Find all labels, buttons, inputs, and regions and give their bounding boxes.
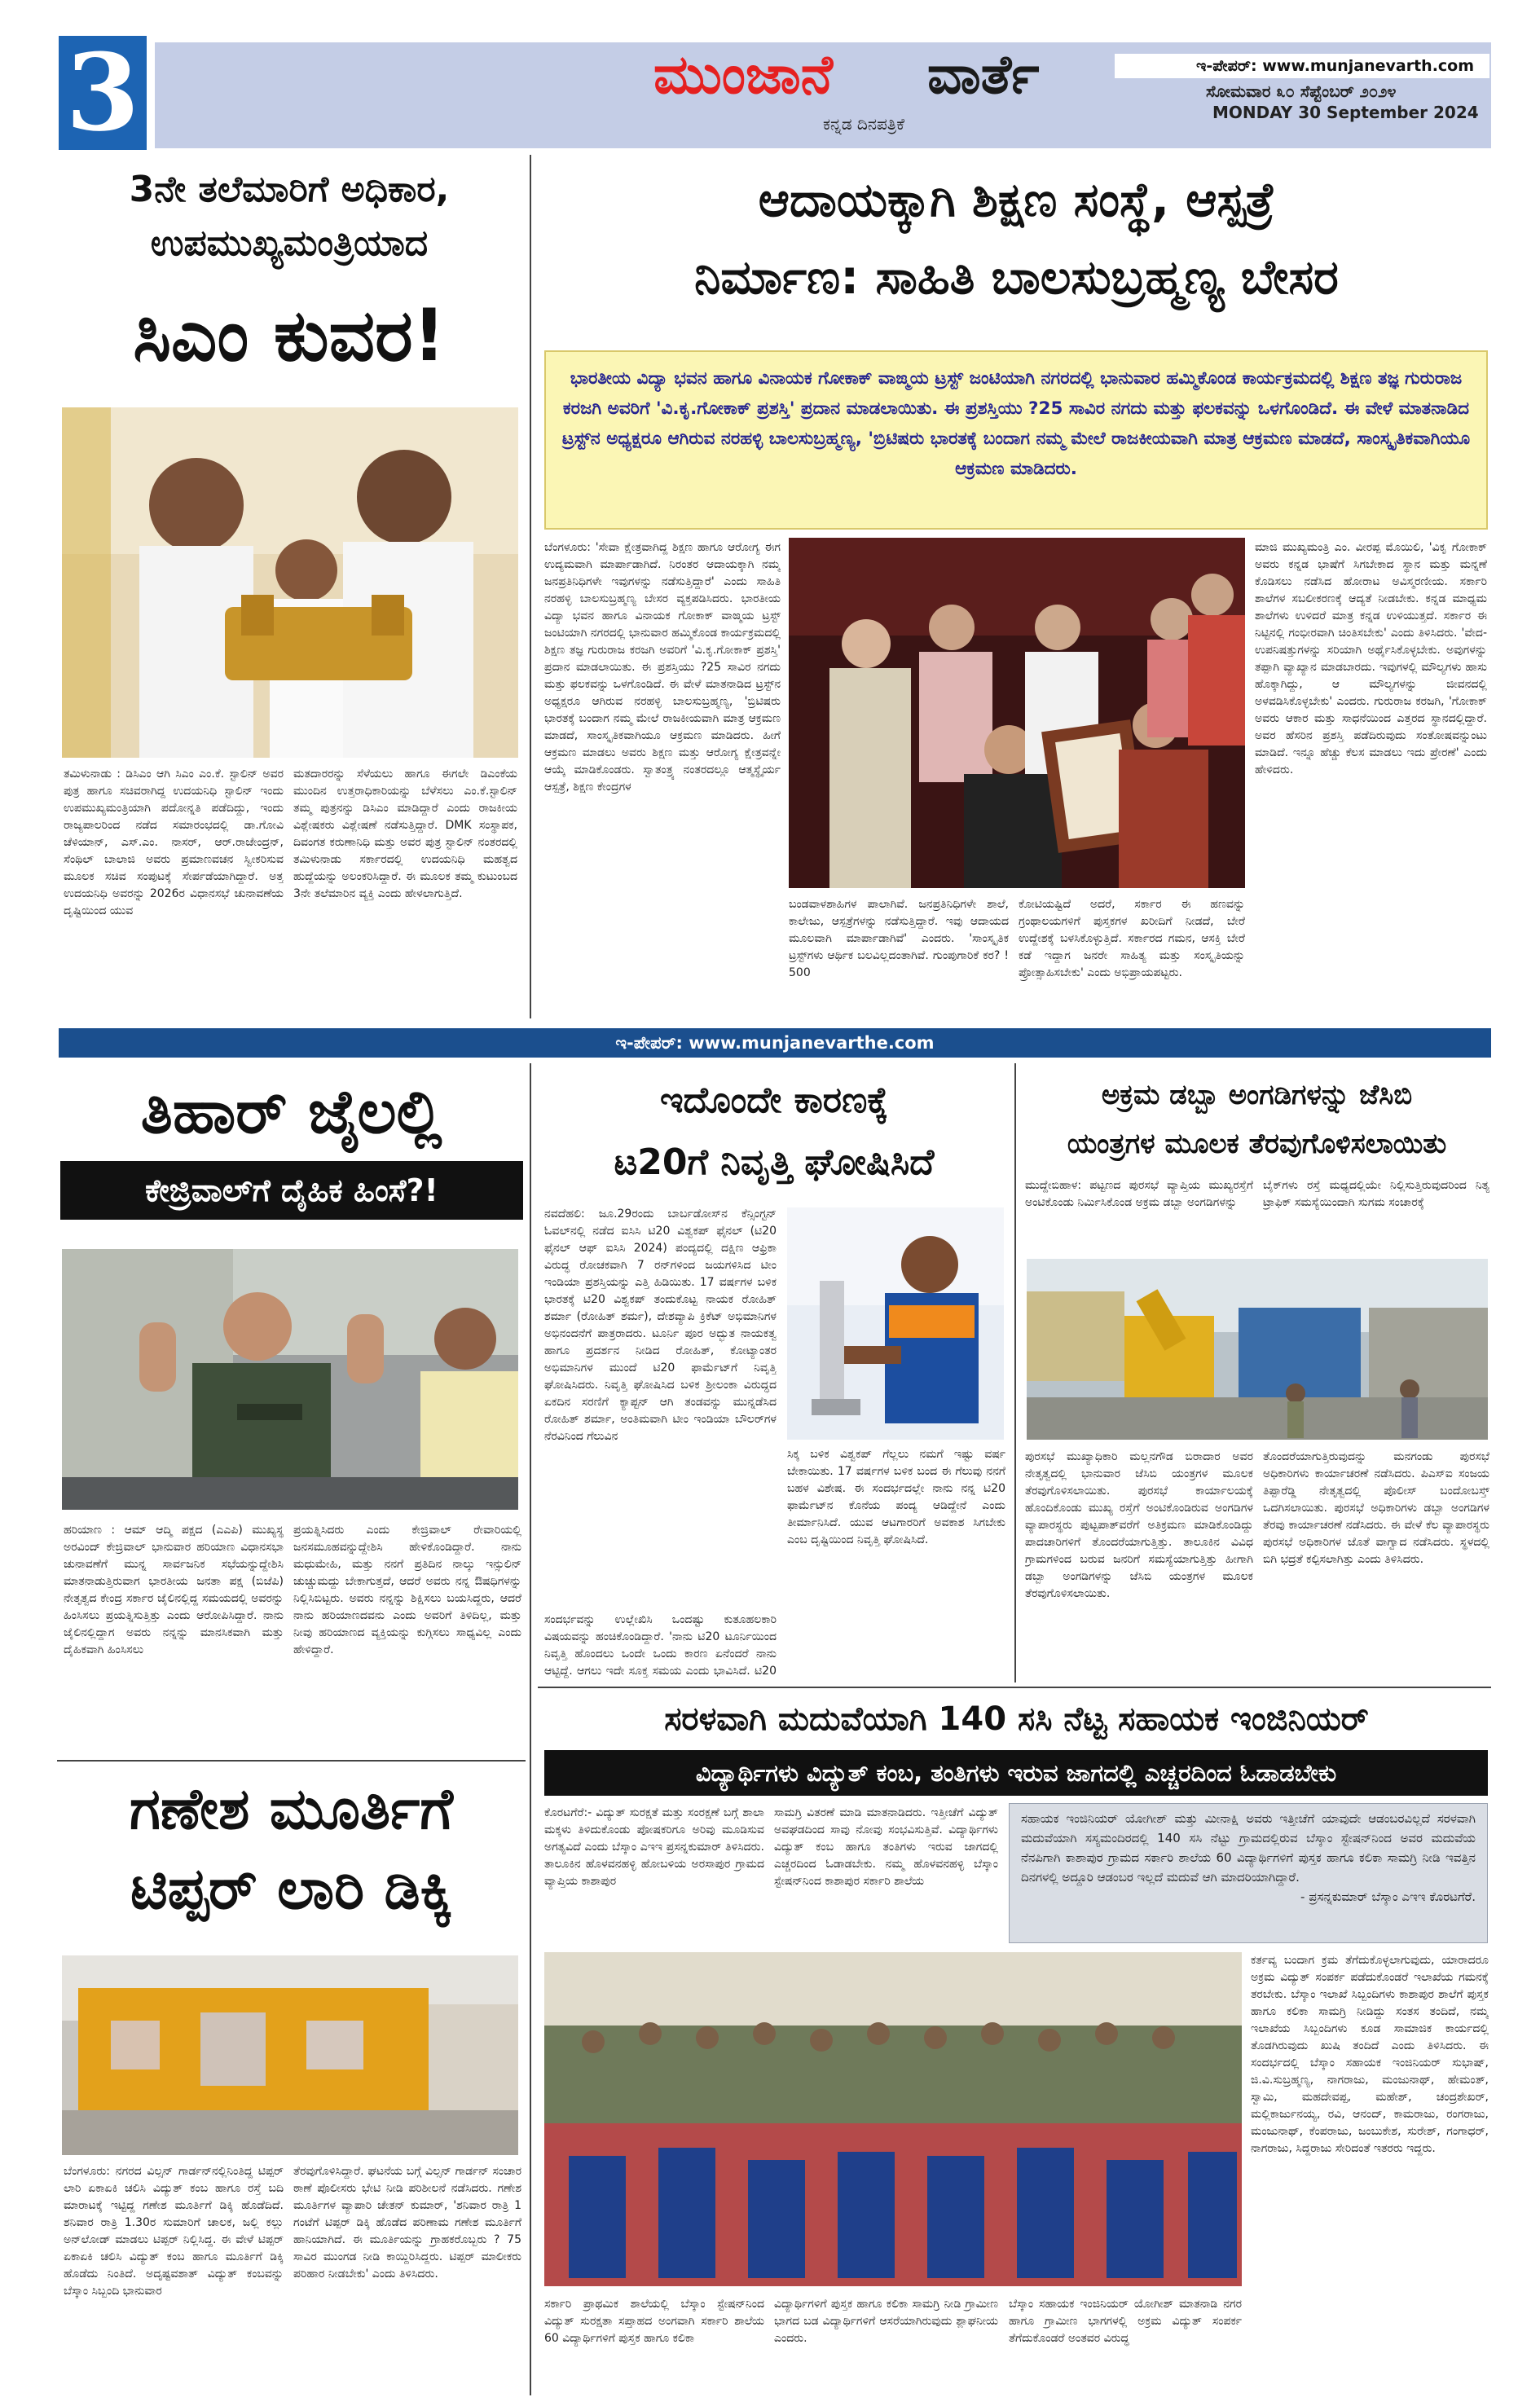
- udhay-headline-main: ಸಿಎಂ ಕುವರ!: [133, 293, 446, 377]
- shiksha-body-under-photo-a: ಬಂಡವಾಳಶಾಹಿಗಳ ಪಾಲಾಗಿವೆ. ಜನಪ್ರತಿನಿಧಿಗಳೇ ಶಾಲೆ, ಕಾಲೇಜು, ಆಸ್ಪತ್ರೆಗಳನ್ನು ನಡೆಸುತ್ತಿದ್ದಾರೆ. ಇವು ಆದಾಯದ ಮೂಲವಾಗಿ ಮಾರ್ಪಾಡಾಗಿವೆ' ಎಂದರು. 'ಸಾಂಸ್ಕೃತಿಕ ಟ್ರಸ್ಟ್‌ಗಳು ಆರ್ಥಿಕ ಬಲವಿಲ್ಲದಂತಾಗಿವೆ. ಗುಂಪುಗಾರಿಕೆ ಕರ? ! 500: [789, 898, 1009, 979]
- udhay-stalin-photo: [62, 407, 518, 758]
- shiksha-headline-line2: ನಿರ್ಮಾಣ: ಸಾಹಿತಿ ಬಾಲಸುಬ್ರಹ್ಮಣ್ಯ ಬೇಸರ: [694, 249, 1339, 305]
- rohit-body-col1: ಸಂದರ್ಭವನ್ನು ಉಲ್ಲೇಖಿಸಿ ಒಂದಷ್ಟು ಕುತೂಹಲಕಾರಿ ವಿಷಯವನ್ನು ಹಂಚಿಕೊಂಡಿದ್ದಾರೆ. 'ನಾನು ಟಿ20 ಟೂರ್ನಿಯಿಂದ ನಿವೃತ್ತಿ ಹೊಂದಲು ಒಂದೇ ಒಂದು ಕಾರಣ ಏನೆಂದರೆ ನಾನು ಆಟ್ಟಿದ್ದೆ. ಆಗಲು ಇದೇ ಸೂಕ್ತ ಸಮಯ ಎಂದು ಭಾವಿಸಿದೆ. ಟಿ20: [544, 1613, 777, 1678]
- ganesha-body-col1: ಬೆಂಗಳೂರು: ನಗರದ ವಿಲ್ಸನ್ ಗಾರ್ಡನ್‌ನಲ್ಲಿನಿಂತಿದ್ದ ಟಿಪ್ಪರ್ ಲಾರಿ ಏಕಾಏಕಿ ಚಲಿಸಿ ವಿದ್ಯುತ್ ಕಂಬ ಹಾಗೂ ರಸ್ತೆ ಬದಿ ಮಾರಾಟಕ್ಕೆ ಇಟ್ಟಿದ್ದ ಗಣೇಶ ಮೂರ್ತಿಗೆ ಡಿಕ್ಕಿ ಹೊಡೆದಿದೆ. ಶನಿವಾರ ರಾತ್ರಿ 1.30ರ ಸುಮಾರಿಗೆ ಚಾಲಕ, ಜಲ್ಲಿ ಕಲ್ಲು ಅನ್‌ಲೋಡ್ ಮಾಡಲು ಟಿಪ್ಪರ್ ನಿಲ್ಲಿಸಿದ್ದ. ಈ ವೇಳೆ ಟಿಪ್ಪರ್ ಏಕಾಏಕಿ ಚಲಿಸಿ ವಿದ್ಯುತ್ ಕಂಬ ಹಾಗೂ ಮೂರ್ತಿಗೆ ಡಿಕ್ಕಿ ಹೊಡೆದು ನಿಂತಿದೆ. ಅದೃಷ್ಟವಶಾತ್ ವಿದ್ಯುತ್ ಕಂಬವನ್ನು ಬೆಸ್ಕಾಂ ಸಿಬ್ಬಂದಿ ಭಾನುವಾರ: [64, 2165, 284, 2298]
- ganesha-headline-line1: ಗಣೇಶ ಮೂರ್ತಿಗೆ: [130, 1775, 453, 1842]
- date-english: MONDAY 30 September 2024: [1212, 103, 1479, 122]
- engineer-body-bottom-col2: ವಿದ್ಯಾರ್ಥಿಗಳಿಗೆ ಪುಸ್ತಕ ಹಾಗೂ ಕಲಿಕಾ ಸಾಮಗ್ರಿ ನೀಡಿ ಗ್ರಾಮೀಣ ಭಾಗದ ಬಡ ವಿದ್ಯಾರ್ಥಿಗಳಿಗೆ ಆಸರೆಯಾಗಿರುವುದು ಶ್ಲಾಘನೀಯ ಎಂದರು.: [774, 2298, 998, 2345]
- demolition-body-bottom-col2: ತೊಂದರೆಯಾಗುತ್ತಿರುವುದನ್ನು ಮನಗಂಡು ಪುರಸಭೆ ಅಧಿಕಾರಿಗಳು ಕಾರ್ಯಾಚರಣೆ ನಡೆಸಿದರು. ಪಿಎಸ್‌ಐ ಸಂಜಯ ತಿಪ್ಪಾರೆಡ್ಡಿ ನೇತೃತ್ವದಲ್ಲಿ ಪೊಲೀಸ್ ಬಂದೋಬಸ್ತ್ ಒದಗಿಸಲಾಯಿತು. ಪುರಸಭೆ ಅಧಿಕಾರಿಗಳು ಡಬ್ಬಾ ಅಂಗಡಿಗಳ ತೆರವು ಕಾರ್ಯಾಚರಣೆ ನಡೆಸಿದರು. ಈ ವೇಳೆ ಕೆಲ ವ್ಯಾಪಾರಸ್ಥರು ಪುರಸಭೆ ಅಧಿಕಾರಿಗಳ ಜೊತೆ ವಾಗ್ವಾದ ನಡೆಸಿದರು. ಸ್ಥಳದಲ್ಲಿ ಬಿಗಿ ಭದ್ರತೆ ಕಲ್ಪಿಸಲಾಗಿತ್ತು ಎಂದು ತಿಳಿಸಿದರು.: [1263, 1450, 1489, 1566]
- column-divider: [530, 1063, 531, 2395]
- kejriwal-body-col2: ಪ್ರಯತ್ನಿಸಿದರು ಎಂದು ಕೇಜ್ರಿವಾಲ್ ರೇವಾರಿಯಲ್ಲಿ ಜನಸಮೂಹವನ್ನುದ್ದೇಶಿಸಿ ಹೇಳಿಕೊಂಡಿದ್ದಾರೆ. ನಾನು ಮಧುಮೇಹಿ, ಮತ್ತು ನನಗೆ ಪ್ರತಿದಿನ ನಾಲ್ಕು ಇನ್ಸುಲಿನ್ ಚುಚ್ಚುಮದ್ದು ಬೇಕಾಗುತ್ತದೆ, ಆದರೆ ಅವರು ನನ್ನ ಔಷಧಿಗಳನ್ನು ನಿಲ್ಲಿಸಿಬಿಟ್ಟರು. ಅವರು ನನ್ನನ್ನು ಶಿಕ್ಷಿಸಲು ಬಯಸಿದ್ದರು, ಆದರೆ ನಾನು ಹರಿಯಾಣದವನು ಎಂದು ಅವರಿಗೆ ತಿಳಿದಿಲ್ಲ, ಮತ್ತು ನೀವು ಹರಿಯಾಣದ ವ್ಯಕ್ತಿಯನ್ನು ಕುಗ್ಗಿಸಲು ಸಾಧ್ಯವಿಲ್ಲ ಎಂದು ಹೇಳಿದ್ದಾರೆ.: [293, 1524, 521, 1656]
- kejriwal-body-col1: ಹರಿಯಾಣ : ಆಮ್ ಆದ್ಮಿ ಪಕ್ಷದ (ಎಎಪಿ) ಮುಖ್ಯಸ್ಥ ಅರವಿಂದ್ ಕೇಜ್ರಿವಾಲ್ ಭಾನುವಾರ ಹರಿಯಾಣ ವಿಧಾನಸಭಾ ಚುನಾವಣೆಗೆ ಮುನ್ನ ಸಾರ್ವಜನಿಕ ಸಭೆಯನ್ನುದ್ದೇಶಿಸಿ ಮಾತನಾಡುತ್ತಿರುವಾಗ ಭಾರತೀಯ ಜನತಾ ಪಕ್ಷ (ಬಿಜೆಪಿ) ನೇತೃತ್ವದ ಕೇಂದ್ರ ಸರ್ಕಾರ ಜೈಲಿನಲ್ಲಿದ್ದ ಸಮಯದಲ್ಲಿ ಅವರನ್ನು ಹಿಂಸಿಸಲು ಪ್ರಯತ್ನಿಸುತ್ತಿತ್ತು ಎಂದು ಆರೋಪಿಸಿದ್ದಾರೆ. ನಾನು ಜೈಲಿನಲ್ಲಿದ್ದಾಗ ಅವರು ನನ್ನನ್ನು ಮಾನಸಿಕವಾಗಿ ಮತ್ತು ದೈಹಿಕವಾಗಿ ಹಿಂಸಿಸಲು: [64, 1524, 284, 1656]
- udhay-headline-line1: 3ನೇ ತಲೆಮಾರಿಗೆ ಅಧಿಕಾರ,: [129, 169, 450, 210]
- newspaper-logo-part1: ಮುಂಜಾನೆ: [653, 43, 833, 106]
- engineer-body-bottom-col3: ಬೆಸ್ಕಾಂ ಸಹಾಯಕ ಇಂಜಿನಿಯರ್ ಯೋಗೀಶ್ ಮಾತನಾಡಿ ನಗರ ಹಾಗೂ ಗ್ರಾಮೀಣ ಭಾಗಗಳಲ್ಲಿ ಅಕ್ರಮ ವಿದ್ಯುತ್ ಸಂಪರ್ಕ ತೆಗೆದುಕೊಂಡರೆ ಅಂತವರ ವಿರುದ್ಧ: [1009, 2298, 1242, 2345]
- newspaper-logo-part2: ವಾರ್ತೆ: [927, 43, 1040, 106]
- rohit-headline-line2: ಟ20ಗೆ ನಿವೃತ್ತಿ ಘೋಷಿಸಿದೆ: [614, 1141, 935, 1183]
- rohit-body-col2: ಸಿಕ್ಕ ಬಳಿಕ ವಿಶ್ವಕಪ್ ಗೆಲ್ಲಲು ನಮಗೆ ಇಷ್ಟು ವರ್ಷ ಬೇಕಾಯಿತು. 17 ವರ್ಷಗಳ ಬಳಿಕ ಬಂದ ಈ ಗೆಲುವು ನನಗೆ ಬಹಳ ವಿಶೇಷ. ಈ ಸಂದರ್ಭದಲ್ಲೇ ನಾನು ನನ್ನ ಟಿ20 ಫಾರ್ಮೆಟ್‌ನ ಕೊನೆಯ ಪಂದ್ಯ ಆಡಿದ್ದೇನೆ ಎಂದು ತೀರ್ಮಾನಿಸಿದೆ. ಯುವ ಆಟಗಾರರಿಗೆ ಅವಕಾಶ ಸಿಗಬೇಕು ಎಂಬ ದೃಷ್ಟಿಯಿಂದ ನಿವೃತ್ತಿ ಘೋಷಿಸಿದೆ.: [787, 1448, 1005, 1546]
- rohit-headline-line1: ಇದೊಂದೇ ಕಾರಣಕ್ಕೆ: [659, 1080, 889, 1121]
- shiksha-highlight-box: ಭಾರತೀಯ ವಿದ್ಯಾ ಭವನ ಹಾಗೂ ವಿನಾಯಕ ಗೋಕಾಕ್ ವಾಙ್ಮಯ ಟ್ರಸ್ಟ್ ಜಂಟಿಯಾಗಿ ನಗರದಲ್ಲಿ ಭಾನುವಾರ ಹಮ್ಮಿಕೊಂಡ ಕಾರ್ಯಕ್ರಮದಲ್ಲಿ ಶಿಕ್ಷಣ ತಜ್ಞ ಗುರುರಾಜ ಕರಜಗಿ ಅವರಿಗೆ 'ವಿ.ಕೃ.ಗೋಕಾಕ್ ಪ್ರಶಸ್ತಿ' ಪ್ರದಾನ ಮಾಡಲಾಯಿತು. ಈ ಪ್ರಶಸ್ತಿಯು ?25 ಸಾವಿರ ನಗದು ಮತ್ತು ಫಲಕವನ್ನು ಒಳಗೊಂಡಿದೆ. ಈ ವೇಳೆ ಮಾತನಾಡಿದ ಟ್ರಸ್ಟ್‌ನ ಅಧ್ಯಕ್ಷರೂ ಆಗಿರುವ ನರಹಳ್ಳಿ ಬಾಲಸುಬ್ರಹ್ಮಣ್ಯ, 'ಬ್ರಿಟಿಷರು ಭಾರತಕ್ಕೆ ಬಂದಾಗ ನಮ್ಮ ಮೇಲೆ ರಾಜಕೀಯವಾಗಿ ಮಾತ್ರ ಆಕ್ರಮಣ ಮಾಡದೆ, ಸಾಂಸ್ಕೃತಿಕವಾಗಿಯೂ ಆಕ್ರಮಣ ಮಾಡಿದರು.: [544, 350, 1488, 530]
- demolition-body-col2: ಬೈಕ್‌ಗಳು ರಸ್ತೆ ಮಧ್ಯದಲ್ಲಿಯೇ ನಿಲ್ಲಿಸುತ್ತಿರುವುದರಿಂದ ನಿತ್ಯ ಟ್ರಾಫಿಕ್ ಸಮಸ್ಯೆಯಿಂದಾಗಿ ಸುಗಮ ಸಂಚಾರಕ್ಕೆ: [1263, 1179, 1489, 1209]
- date-kannada: ಸೋಮವಾರ ೩೦ ಸೆಪ್ಟೆಂಬರ್ ೨೦೨೪: [1206, 81, 1397, 101]
- engineer-body-right: ಕರ್ತವ್ಯ ಬಂದಾಗ ಕ್ರಮ ತೆಗೆದುಕೊಳ್ಳಲಾಗುವುದು, ಯಾರಾದರೂ ಅಕ್ರಮ ವಿದ್ಯುತ್ ಸಂಪರ್ಕ ಪಡೆದುಕೊಂಡರೆ ಇಲಾಖೆಯ ಗಮನಕ್ಕೆ ತರಬೇಕು. ಬೆಸ್ಕಾಂ ಇಲಾಖೆ ಸಿಬ್ಬಂದಿಗಳು ಕಾಶಾಪುರ ಶಾಲೆಗೆ ಪುಸ್ತಕ ಹಾಗೂ ಕಲಿಕಾ ಸಾಮಗ್ರಿ ನೀಡಿದ್ದು ಸಂತಸ ತಂದಿದೆ, ನಮ್ಮ ಇಲಾಖೆಯ ಸಿಬ್ಬಂದಿಗಳು ಕೂಡ ಸಾಮಾಜಿಕ ಕಾರ್ಯದಲ್ಲಿ ತೊಡಗಿರುವುದು ಖುಷಿ ತಂದಿದೆ ಎಂದು ತಿಳಿಸಿದರು. ಈ ಸಂದರ್ಭದಲ್ಲಿ ಬೆಸ್ಕಾಂ ಸಹಾಯಕ ಇಂಜಿನಿಯರ್ ಸುಭಾಷ್, ಜಿ.ವಿ.ಸುಬ್ರಹ್ಮಣ್ಯ, ನಾಗರಾಜು, ಮಂಜುನಾಥ್, ಹೇಮಂತ್, ಸ್ವಾಮಿ, ಮಹದೇವಪ್ಪ, ಮಹೇಶ್, ಚಂದ್ರಶೇಖರ್, ಮಲ್ಲಿಕಾರ್ಜುನಯ್ಯ, ರವಿ, ಆನಂದ್, ಕಾಮರಾಜು, ರಂಗರಾಜು, ಮಂಜುನಾಥ್, ಕೆಂಪರಾಜು, ಜಂಬುಕೇಶ, ಸುರೇಶ್, ಗಂಗಾಧರ್, ನಾಗರಾಜು, ಸಿದ್ದರಾಜು ಸೇರಿದಂತೆ ಇತರರು ಇದ್ದರು.: [1251, 1954, 1489, 2155]
- shiksha-headline-line1: ಆದಾಯಕ್ಕಾಗಿ ಶಿಕ್ಷಣ ಸಂಸ್ಥೆ, ಆಸ್ಪತ್ರೆ: [758, 172, 1275, 227]
- engineer-summary-credit: - ಪ್ರಸನ್ನಕುಮಾರ್ ಬೆಸ್ಕಾಂ ಎಇಇ ಕೊರಟಗೆರೆ.: [1300, 1889, 1476, 1904]
- kejriwal-headline: ತಿಹಾರ್ ಜೈಲಲ್ಲಿ: [140, 1077, 442, 1147]
- page-number: 3: [59, 36, 147, 150]
- shiksha-body-col1: ಬೆಂಗಳೂರು: 'ಸೇವಾ ಕ್ಷೇತ್ರವಾಗಿದ್ದ ಶಿಕ್ಷಣ ಹಾಗೂ ಆರೋಗ್ಯ ಈಗ ಉದ್ಯಮವಾಗಿ ಮಾರ್ಪಾಡಾಗಿದೆ. ನಿರಂತರ ಆದಾಯಕ್ಕಾಗಿ ನಮ್ಮ ಜನಪ್ರತಿನಿಧಿಗಳೇ ಇವುಗಳನ್ನು ನಡೆಸುತ್ತಿದ್ದಾರೆ' ಎಂದು ಸಾಹಿತಿ ನರಹಳ್ಳಿ ಬಾಲಸುಬ್ರಹ್ಮಣ್ಯ ಬೇಸರ ವ್ಯಕ್ತಪಡಿಸಿದರು. ಭಾರತೀಯ ವಿದ್ಯಾ ಭವನ ಹಾಗೂ ವಿನಾಯಕ ಗೋಕಾಕ್ ವಾಙ್ಮಯ ಟ್ರಸ್ಟ್ ಜಂಟಿಯಾಗಿ ನಗರದಲ್ಲಿ ಭಾನುವಾರ ಹಮ್ಮಿಕೊಂಡ ಕಾರ್ಯಕ್ರಮದಲ್ಲಿ ಶಿಕ್ಷಣ ತಜ್ಞ ಗುರುರಾಜ ಕರಜಗಿ ಅವರಿಗೆ 'ವಿ.ಕೃ.ಗೋಕಾಕ್ ಪ್ರಶಸ್ತಿ' ಪ್ರದಾನ ಮಾಡಲಾಯಿತು. ಈ ಪ್ರಶಸ್ತಿಯು ?25 ಸಾವಿರ ನಗದು ಮತ್ತು ಫಲಕವನ್ನು ಒಳಗೊಂಡಿದೆ. ಈ ವೇಳೆ ಮಾತನಾಡಿದ ಟ್ರಸ್ಟ್‌ನ ಅಧ್ಯಕ್ಷರೂ ಆಗಿರುವ ನರಹಳ್ಳಿ ಬಾಲಸುಬ್ರಹ್ಮಣ್ಯ, 'ಬ್ರಿಟಿಷರು ಭಾರತಕ್ಕೆ ಬಂದಾಗ ನಮ್ಮ ಮೇಲೆ ರಾಜಕೀಯವಾಗಿ ಮಾತ್ರ ಆಕ್ರಮಣ ಮಾಡದೆ, ಸಾಂಸ್ಕೃತಿಕವಾಗಿಯೂ ಆಕ್ರಮಣ ಮಾಡಿದರು. ಹೀಗೆ ಆಕ್ರಮಣ ಮಾಡಲು ಅವರು ಶಿಕ್ಷಣ ಮತ್ತು ಆರೋಗ್ಯ ಕ್ಷೇತ್ರವನ್ನೇ ಆಯ್ಕೆ ಮಾಡಿಕೊಂಡರು. ಸ್ವಾತಂತ್ರ್ಯ ನಂತರದಲ್ಲೂ ಆತ್ಮಸ್ಥೈರ್ಯ ಆಸ್ಪತ್ರೆ, ಶಿಕ್ಷಣ ಕೇಂದ್ರಗಳ: [544, 541, 781, 794]
- kejriwal-subheadline: ಕೇಜ್ರಿವಾಲ್‌ಗೆ ದೈಹಿಕ ಹಿಂಸೆ?!: [60, 1161, 523, 1220]
- engineer-summary-box: [1009, 1803, 1488, 1943]
- row-divider: [538, 1687, 1491, 1688]
- column-divider: [530, 155, 531, 1018]
- epaper-link[interactable]: ಇ-ಪೇಪರ್: www.munjanevarth.com: [1115, 54, 1489, 78]
- rohit-body-top: ನವದೆಹಲಿ: ಜೂ.29ರಂದು ಬಾರ್ಬಡೋಸ್‌ನ ಕೆನ್ಸಿಂಗ್ಟನ್ ಓವಲ್‌ನಲ್ಲಿ ನಡೆದ ಐಸಿಸಿ ಟಿ20 ವಿಶ್ವಕಪ್ ಫೈನಲ್ (ಟಿ20 ಫೈನಲ್ ಆಫ್ ಐಸಿಸಿ 2024) ಪಂದ್ಯದಲ್ಲಿ ದಕ್ಷಿಣ ಆಫ್ರಿಕಾ ವಿರುದ್ಧ ರೋಚಕವಾಗಿ 7 ರನ್‌ಗಳಿಂದ ಜಯಗಳಿಸಿದ ಟೀಂ ಇಂಡಿಯಾ ಪ್ರಶಸ್ತಿಯನ್ನು ಎತ್ತಿ ಹಿಡಿಯಿತು. 17 ವರ್ಷಗಳ ಬಳಿಕ ಭಾರತಕ್ಕೆ ಟಿ20 ವಿಶ್ವಕಪ್ ತಂದುಕೊಟ್ಟ ನಾಯಕ ರೋಹಿತ್ ಶರ್ಮಾ (ರೋಹಿತ್ ಶರ್ಮ), ದೇಶವ್ಯಾಪಿ ಕ್ರಿಕೆಟ್ ಅಭಿಮಾನಿಗಳ ಅಭಿನಂದನೆಗೆ ಪಾತ್ರರಾದರು. ಟೂರ್ನಿ ಪೂರ ಅದ್ಭುತ ನಾಯಕತ್ವ ಹಾಗೂ ಪ್ರದರ್ಶನ ನೀಡಿದ ರೋಹಿತ್, ಕೋಟ್ಯಾಂತರ ಅಭಿಮಾನಿಗಳ ಮುಂದೆ ಟಿ20 ಫಾರ್ಮೆಟ್‌ಗೆ ನಿವೃತ್ತಿ ಘೋಷಿಸಿದರು. ನಿವೃತ್ತಿ ಘೋಷಿಸಿದ ಬಳಿಕ ಶ್ರೀಲಂಕಾ ವಿರುದ್ಧದ ಏಕದಿನ ಸರಣಿಗೆ ಕ್ಯಾಪ್ಟನ್ ಆಗಿ ತಂಡವನ್ನು ಮುನ್ನಡೆಸಿದ ರೋಹಿತ್ ಶರ್ಮಾ, ಅಂತಿಮವಾಗಿ ಟೀಂ ಇಂಡಿಯಾ ಬೌಲರ್‌ಗಳ ನೆರವಿನಿಂದ ಗೆಲುವಿನ: [544, 1207, 777, 1443]
- award-ceremony-photo: [789, 538, 1245, 888]
- epaper-band[interactable]: ಇ-ಪೇಪರ್: www.munjanevarthe.com: [59, 1028, 1491, 1058]
- ganesha-body-col2: ತೆರವುಗೊಳಿಸಿದ್ದಾರೆ. ಘಟನೆಯ ಬಗ್ಗೆ ವಿಲ್ಸನ್ ಗಾರ್ಡನ್ ಸಂಚಾರ ಠಾಣೆ ಪೊಲೀಸರು ಭೇಟಿ ನೀಡಿ ಪರಿಶೀಲನೆ ನಡೆಸಿದರು. ಗಣೇಶ ಮೂರ್ತಿಗಳ ವ್ಯಾಪಾರಿ ಚೇತನ್ ಕುಮಾರ್, 'ಶನಿವಾರ ರಾತ್ರಿ 1 ಗಂಟೆಗೆ ಟಿಪ್ಪರ್ ಡಿಕ್ಕಿ ಹೊಡೆದ ಪರಿಣಾಮ ಗಣೇಶ ಮೂರ್ತಿಗೆ ಹಾನಿಯಾಗಿದೆ. ಈ ಮೂರ್ತಿಯನ್ನು ಗ್ರಾಹಕರೊಬ್ಬರು ? 75 ಸಾವಿರ ಮುಂಗಡ ನೀಡಿ ಕಾಯ್ದಿರಿಸಿದ್ದರು. ಟಿಪ್ಪರ್ ಮಾಲೀಕರು ಪರಿಹಾರ ನೀಡಬೇಕು' ಎಂದು ತಿಳಿಸಿದರು.: [293, 2165, 521, 2281]
- engineer-body-col1: ಕೊರಟಗೆರೆ:- ವಿದ್ಯುತ್ ಸುರಕ್ಷತೆ ಮತ್ತು ಸಂರಕ್ಷಣೆ ಬಗ್ಗೆ ಶಾಲಾ ಮಕ್ಕಳು ತಿಳಿದುಕೊಂಡು ಪೋಷಕರಿಗೂ ಅರಿವು ಮೂಡಿಸುವ ಅಗತ್ಯವಿದೆ ಎಂದು ಬೆಸ್ಕಾಂ ಎಇಇ ಪ್ರಸನ್ನಕುಮಾರ್ ತಿಳಿಸಿದರು. ತಾಲೂಕಿನ ಹೊಳವನಹಳ್ಳಿ ಹೋಬಳಿಯ ಅರಸಾಪುರ ಗ್ರಾಮದ ವ್ಯಾಪ್ತಿಯ ಕಾಶಾಪುರ: [544, 1806, 764, 1888]
- engineer-headline: ಸರಳವಾಗಿ ಮದುವೆಯಾಗಿ 140 ಸಸಿ ನೆಟ್ಟ ಸಹಾಯಕ ಇಂಜಿನಿಯರ್: [664, 1700, 1369, 1738]
- engineer-body-bottom-col1: ಸರ್ಕಾರಿ ಪ್ರಾಥಮಿಕ ಶಾಲೆಯಲ್ಲಿ ಬೆಸ್ಕಾಂ ಸ್ಟೇಷನ್‌ನಿಂದ ವಿದ್ಯುತ್ ಸುರಕ್ಷತಾ ಸಪ್ತಾಹದ ಅಂಗವಾಗಿ ಸರ್ಕಾರಿ ಶಾಲೆಯ 60 ವಿದ್ಯಾರ್ಥಿಗಳಿಗೆ ಪುಸ್ತಕ ಹಾಗೂ ಕಲಿಕಾ: [544, 2298, 764, 2345]
- jcb-demolition-photo: [1027, 1259, 1488, 1440]
- tipper-lorry-photo: [62, 1955, 518, 2155]
- engineer-subheadline: ವಿದ್ಯಾರ್ಥಿಗಳು ವಿದ್ಯುತ್ ಕಂಬ, ತಂತಿಗಳು ಇರುವ ಜಾಗದಲ್ಲಿ ಎಚ್ಚರದಿಂದ ಓಡಾಡಬೇಕು: [544, 1750, 1488, 1796]
- shiksha-body-col-right: ಮಾಜಿ ಮುಖ್ಯಮಂತ್ರಿ ಎಂ. ವೀರಪ್ಪ ಮೊಯಿಲಿ, 'ವಿಕೃ ಗೋಕಾಕ್ ಅವರು ಕನ್ನಡ ಭಾಷೆಗೆ ಸಿಗಬೇಕಾದ ಸ್ಥಾನ ಮತ್ತು ಮನ್ನಣೆ ಕೊಡಿಸಲು ನಡೆಸಿದ ಹೋರಾಟ ಅವಿಸ್ಮರಣೀಯ. ಸರ್ಕಾರಿ ಶಾಲೆಗಳ ಸಬಲೀಕರಣಕ್ಕೆ ಆದ್ಯತೆ ನೀಡಬೇಕು. ಕನ್ನಡ ಮಾಧ್ಯಮ ಶಾಲೆಗಳು ಉಳಿದರೆ ಮಾತ್ರ ಕನ್ನಡ ಉಳಿಯುತ್ತದೆ. ಸರ್ಕಾರ ಈ ನಿಟ್ಟಿನಲ್ಲಿ ಗಂಭೀರವಾಗಿ ಚಿಂತಿಸಬೇಕು' ಎಂದು ತಿಳಿಸಿದರು. 'ವೇದ-ಉಪನಿಷತ್ತುಗಳನ್ನು ಸರಿಯಾಗಿ ಅರ್ಥೈಸಿಕೊಳ್ಳಬೇಕು. ಅವುಗಳನ್ನು ತಪ್ಪಾಗಿ ವ್ಯಾಖ್ಯಾನ ಮಾಡಬಾರದು. ಇವುಗಳಲ್ಲಿ ಮೌಲ್ಯಗಳು ಹಾಸು ಹೊಕ್ಕಾಗಿದ್ದು, ಆ ಮೌಲ್ಯಗಳನ್ನು ಜೀವನದಲ್ಲಿ ಅಳವಡಿಸಿಕೊಳ್ಳಬೇಕು' ಎಂದರು. ಗುರುರಾಜ ಕರಜಗಿ, 'ಗೋಕಾಕ್ ಅವರು ಆಕಾರ ಮತ್ತು ಸಾಧನೆಯಿಂದ ಎತ್ತರದ ಸ್ಥಾನದಲ್ಲಿದ್ದಾರೆ. ಅವರ ಹೆಸರಿನ ಪ್ರಶಸ್ತಿ ಪಡೆದಿರುವುದು ಸಂತೋಷವನ್ನುಂಟು ಮಾಡಿದೆ. ಇನ್ನೂ ಹೆಚ್ಚು ಕೆಲಸ ಮಾಡಲು ಇದು ಪ್ರೇರಣೆ' ಎಂದು ಹೇಳಿದರು.: [1255, 541, 1487, 776]
- demolition-headline-line2: ಯಂತ್ರಗಳ ಮೂಲಕ ತೆರವುಗೊಳಿಸಲಾಯಿತು: [1067, 1128, 1447, 1160]
- udhay-headline-line2: ಉಪಮುಖ್ಯಮಂತ್ರಿಯಾದ: [150, 222, 429, 264]
- demolition-body-col1: ಮುದ್ದೇಬಿಹಾಳ: ಪಟ್ಟಣದ ಪುರಸಭೆ ವ್ಯಾಪ್ತಿಯ ಮುಖ್ಯರಸ್ತೆಗೆ ಅಂಟಿಕೊಂಡು ನಿರ್ಮಿಸಿಕೊಂಡ ಅಕ್ರಮ ಡಬ್ಬಾ ಅಂಗಡಿಗಳನ್ನು: [1025, 1179, 1253, 1209]
- column-divider: [1014, 1063, 1016, 1682]
- ganesha-headline-line2: ಟಿಪ್ಪರ್ ಲಾರಿ ಡಿಕ್ಕಿ: [130, 1855, 452, 1922]
- engineer-body-col2: ಸಾಮಗ್ರಿ ವಿತರಣೆ ಮಾಡಿ ಮಾತನಾಡಿದರು. ಇತ್ತೀಚೆಗೆ ವಿದ್ಯುತ್ ಅವಘಡದಿಂದ ಸಾವು ನೋವು ಸಂಭವಿಸುತ್ತಿವೆ. ವಿದ್ಯಾರ್ಥಿಗಳು ವಿದ್ಯುತ್ ಕಂಬ ಹಾಗೂ ತಂತಿಗಳು ಇರುವ ಜಾಗದಲ್ಲಿ ಎಚ್ಚರದಿಂದ ಓಡಾಡಬೇಕು. ನಮ್ಮ ಹೊಳವನಹಳ್ಳಿ ಬೆಸ್ಕಾಂ ಸ್ಟೇಷನ್‌ನಿಂದ ಕಾಶಾಪುರ ಸರ್ಕಾರಿ ಶಾಲೆಯ: [774, 1806, 998, 1888]
- kejriwal-photo: [62, 1249, 518, 1510]
- udhay-body-col2: ಮತದಾರರನ್ನು ಸೆಳೆಯಲು ಹಾಗೂ ಈಗಲೇ ಡಿಎಂಕೆಯ ಮುಂದಿನ ಉತ್ತರಾಧಿಕಾರಿಯನ್ನು ಬೆಳೆಸಲು ಎಂ.ಕೆ.ಸ್ಟಾಲಿನ್ ತಮ್ಮ ಪುತ್ರನನ್ನು ಡಿಸಿಎಂ ಮಾಡಿದ್ದಾರೆ ಎಂದು ರಾಜಕೀಯ ವಿಶ್ಲೇಷಕರು ವಿಶ್ಲೇಷಣೆ ನಡೆಸುತ್ತಿದ್ದಾರೆ. DMK ಸಂಸ್ಥಾಪಕ, ದಿವಂಗತ ಕರುಣಾನಿಧಿ ಮತ್ತು ಅವರ ಪುತ್ರ ಸ್ಟಾಲಿನ್ ನಂತರದಲ್ಲಿ ತಮಿಳುನಾಡು ಸರ್ಕಾರದಲ್ಲಿ ಉದಯನಿಧಿ ಮಹತ್ವದ ಹುದ್ದೆಯನ್ನು ಅಲಂಕರಿಸಿದ್ದಾರೆ. ಈ ಮೂಲಕ ತಮ್ಮ ಕುಟುಂಬದ 3ನೇ ತಲೆಮಾರಿನ ವ್ಯಕ್ತಿ ಎಂದು ಹೇಳಲಾಗುತ್ತಿದೆ.: [293, 768, 517, 900]
- newspaper-tagline: ಕನ್ನಡ ದಿನಪತ್ರಿಕೆ: [823, 114, 905, 134]
- school-students-photo: [544, 1952, 1242, 2286]
- rohit-trophy-photo: [787, 1207, 1004, 1440]
- engineer-summary-text: ಸಹಾಯಕ ಇಂಜಿನಿಯರ್ ಯೋಗೀಶ್ ಮತ್ತು ಮೀನಾಕ್ಷಿ ಅವರು ಇತ್ತೀಚೆಗೆ ಯಾವುದೇ ಆಡಂಬರವಿಲ್ಲದೆ ಸರಳವಾಗಿ ಮದುವೆಯಾಗಿ ಸಸ್ಯಮಂದಿರದಲ್ಲಿ 140 ಸಸಿ ನೆಟ್ಟು ಗ್ರಾಮದಲ್ಲಿರುವ ಬೆಸ್ಕಾಂ ಸ್ಟೇಷನ್‌ನಿಂದ ಅವರ ಮದುವೆಯ ನೆನಪಿಗಾಗಿ ಕಾಶಾಪುರ ಗ್ರಾಮದ ಸರ್ಕಾರಿ ಶಾಲೆಯ 60 ವಿದ್ಯಾರ್ಥಿಗಳಿಗೆ ಪುಸ್ತಕ ಹಾಗೂ ಕಲಿಕಾ ಸಾಮಗ್ರಿ ನೀಡಿ ಇವತ್ತಿನ ದಿನಗಳಲ್ಲಿ ಅದ್ದೂರಿ ಆಡಂಬರ ಇಲ್ಲದೆ ಮದುವೆ ಆಗಿ ಮಾದರಿಯಾಗಿದ್ದಾರೆ.: [1021, 1811, 1476, 1885]
- row-divider: [57, 1760, 526, 1762]
- udhay-body-col1: ತಮಿಳುನಾಡು : ಡಿಸಿಎಂ ಆಗಿ ಸಿಎಂ ಎಂ.ಕೆ. ಸ್ಟಾಲಿನ್ ಅವರ ಪುತ್ರ ಹಾಗೂ ಸಚಿವರಾಗಿದ್ದ ಉದಯನಿಧಿ ಸ್ಟಾಲಿನ್ ಇಂದು ಉಪಮುಖ್ಯಮಂತ್ರಿಯಾಗಿ ಪದೋನ್ನತಿ ಪಡೆದಿದ್ದು, ಇಂದು ರಾಜ್ಯಪಾಲರಿಂದ ನಡೆದ ಸಮಾರಂಭದಲ್ಲಿ ಡಾ.ಗೋವಿ ಚೆಳಿಯಾನ್, ಎಸ್.ಎಂ. ನಾಸರ್, ಆರ್.ರಾಜೇಂದ್ರನ್, ಸೆಂಥಿಲ್ ಬಾಲಾಜಿ ಅವರು ಪ್ರಮಾಣವಚನ ಸ್ವೀಕರಿಸುವ ಮೂಲಕ ಸಚಿವ ಸಂಪುಟಕ್ಕೆ ಸೇರ್ಪಡೆಯಾಗಿದ್ದಾರೆ. ಅತ್ತ ಉದಯನಿಧಿ ಅವರನ್ನು 2026ರ ವಿಧಾನಸಭೆ ಚುನಾವಣೆಯ ದೃಷ್ಟಿಯಿಂದ ಯುವ: [64, 768, 284, 917]
- demolition-body-bottom-col1: ಪುರಸಭೆ ಮುಖ್ಯಾಧಿಕಾರಿ ಮಲ್ಲನಗೌಡ ಬಿರಾದಾರ ಅವರ ನೇತೃತ್ವದಲ್ಲಿ ಭಾನುವಾರ ಜೆಸಿಬಿ ಯಂತ್ರಗಳ ಮೂಲಕ ತೆರವುಗೊಳಿಸಲಾಯಿತು. ಪುರಸಭೆ ಕಾರ್ಯಾಲಯಕ್ಕೆ ಹೊಂದಿಕೊಂಡು ಮುಖ್ಯ ರಸ್ತೆಗೆ ಅಂಟಿಕೊಂಡಿರುವ ಅಂಗಡಿಗಳ ವ್ಯಾಪಾರಸ್ಥರು ಪುಟ್ಟಪಾತ್‌ವರೆಗೆ ಅತಿಕ್ರಮಣ ಮಾಡಿಕೊಂಡಿದ್ದು ಪಾದಚಾರಿಗಳಿಗೆ ತೊಂದರೆಯಾಗುತ್ತಿತ್ತು. ತಾಲೂಕಿನ ವಿವಿಧ ಗ್ರಾಮಗಳಿಂದ ಬರುವ ಜನರಿಗೆ ಸಮಸ್ಯೆಯಾಗುತ್ತಿತ್ತು ಹೀಗಾಗಿ ಡಬ್ಬಾ ಅಂಗಡಿಗಳನ್ನು ಜೆಸಿಬಿ ಯಂತ್ರಗಳ ಮೂಲಕ ತೆರವುಗೊಳಿಸಲಾಯಿತು.: [1025, 1450, 1253, 1600]
- shiksha-body-under-photo-b: ಕೋಟಿಯಷ್ಟಿದೆ ಅದರೆ, ಸರ್ಕಾರ ಈ ಹಣವನ್ನು ಗ್ರಂಥಾಲಯಗಳಿಗೆ ಪುಸ್ತಕಗಳ ಖರೀದಿಗೆ ನೀಡದೆ, ಬೇರೆ ಉದ್ದೇಶಕ್ಕೆ ಬಳಸಿಕೊಳ್ಳುತ್ತಿದೆ. ಸರ್ಕಾರದ ಗಮನ, ಆಸಕ್ತಿ ಬೇರೆ ಕಡೆ ಇದ್ದಾಗ ಜನರೇ ಸಾಹಿತ್ಯ ಮತ್ತು ಸಂಸ್ಕೃತಿಯನ್ನು ಪ್ರೋತ್ಸಾಹಿಸಬೇಕು' ಎಂದು ಅಭಿಪ್ರಾಯಪಟ್ಟರು.: [1019, 898, 1245, 979]
- demolition-headline-line1: ಅಕ್ರಮ ಡಬ್ಬಾ ಅಂಗಡಿಗಳನ್ನು ಜೆಸಿಬಿ: [1101, 1079, 1413, 1111]
